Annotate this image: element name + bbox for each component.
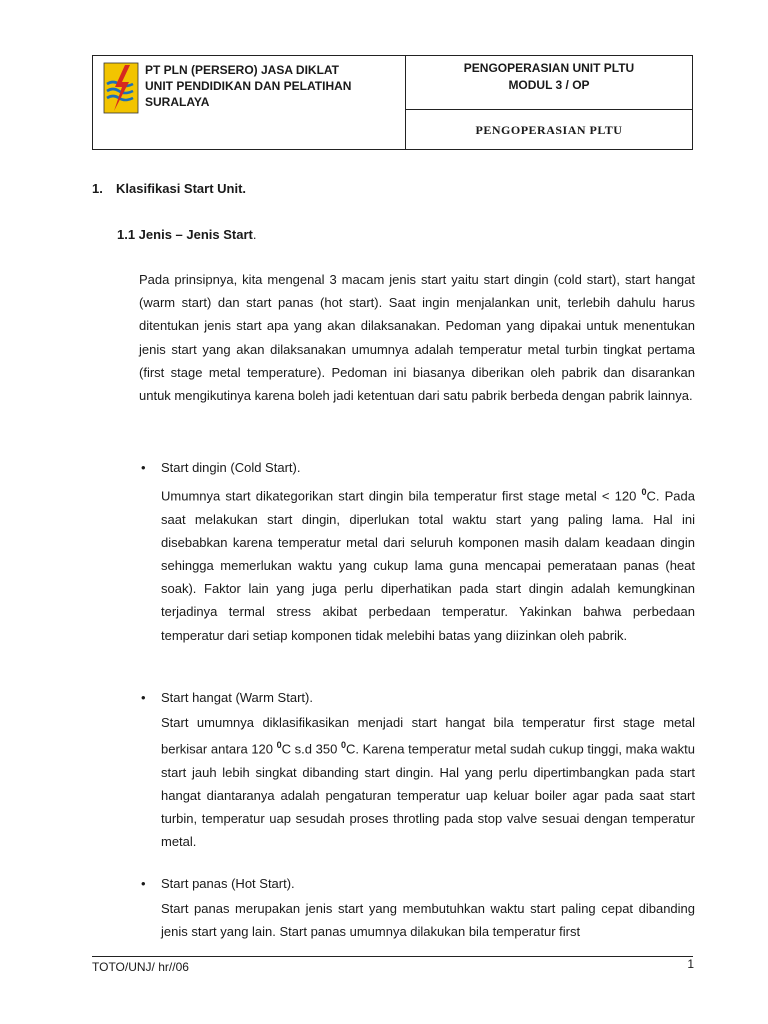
module-number: MODUL 3 / OP (508, 78, 590, 92)
header-org-cell (93, 56, 406, 149)
subsection-heading: 1.1 Jenis – Jenis Start. (117, 227, 257, 242)
bullet-glyph: • (141, 690, 146, 705)
org-line-2: UNIT PENDIDIKAN DAN PELATIHAN (145, 79, 352, 93)
module-title: PENGOPERASIAN UNIT PLTU (463, 61, 635, 75)
section-title: Klasifikasi Start Unit. (116, 181, 247, 196)
footer-divider (92, 956, 693, 957)
pln-logo-icon (103, 62, 139, 114)
section-number: 1. (92, 181, 103, 196)
bullet-title-hot-start: Start panas (Hot Start). (161, 876, 295, 891)
org-line-1: PT PLN (PERSERO) JASA DIKLAT (145, 63, 340, 77)
header-title-cell (406, 56, 692, 110)
bullet-title-cold-start: Start dingin (Cold Start). (161, 460, 301, 475)
bullet-title-warm-start: Start hangat (Warm Start). (161, 690, 313, 705)
page-number: 1 (687, 957, 694, 971)
bullet-body-cold-start: Umumnya start dikategorikan start dingin bila temperatur first stage metal < 120 $^0$C. Pada saat melakukan start dingin, diperlukan total waktu start yang paling lama. Hal ini disebabkan karena temperatur metal dari seluruh komponen masih dalam keadaan dingin sehingga memerlukan waktu yang cukup lama guna mencapai pemerataan panas (heat soak). Faktor lain yang juga perlu diperhatikan pada start dingin adalah kemungkinan terjadinya termal stress akibat perbedaan temperatur. Yakinkan bahwa perbedaan temperatur dari setiap komponen tidak melebihi batas yang diizinkan oleh pabrik. (161, 487, 695, 643)
bullet-body-hot-start: Start panas merupakan jenis start yang membutuhkan waktu start paling cepat dibanding jenis start yang lain. Start panas umumnya dilakukan bila temperatur first (161, 901, 695, 940)
bullet-glyph: • (141, 460, 146, 475)
header-subtitle: PENGOPERASIAN PLTU (475, 123, 623, 137)
bullet-body-warm-start: Start umumnya diklasifikasikan menjadi start hangat bila temperatur first stage metal berkisar antara 120 $^0$C s.d 350 $^0$C. Karena temperatur metal sudah cukup tinggi, maka waktu start jauh lebih singkat dibanding start dingin. Hal yang perlu dipertimbangkan pada start hangat diantaranya adalah pengaturan temperatur uap keluar boiler agar pada saat start turbin, temperatur uap sesudah proses throtling pada stop valve sesuai dengan temperatur metal. (161, 715, 696, 850)
footer-author: TOTO/UNJ/ hr//06 (92, 960, 189, 974)
document-header (92, 55, 693, 150)
intro-paragraph: Pada prinsipnya, kita mengenal 3 macam jenis start yaitu start dingin (cold start), start hangat (warm start) dan start panas (hot start). Saat ingin menjalankan unit, terlebih dahulu harus ditentukan jenis start apa yang akan dilaksanakan. Pedoman yang dipakai untuk menentukan jenis start yang akan dilaksanakan umumnya adalah temperatur metal turbin tingkat pertama (first stage metal temperature). Pedoman ini biasanya diberikan oleh pabrik dan disarankan untuk mengikutinya karena boleh jadi ketentuan dari satu pabrik berbeda dengan pabrik lainnya. (139, 272, 695, 404)
bullet-glyph: • (141, 876, 146, 891)
section-heading (92, 181, 246, 196)
org-line-3: SURALAYA (145, 95, 210, 109)
organization-name (145, 62, 351, 110)
subsection-title: 1.1 Jenis – Jenis Start (117, 227, 253, 242)
